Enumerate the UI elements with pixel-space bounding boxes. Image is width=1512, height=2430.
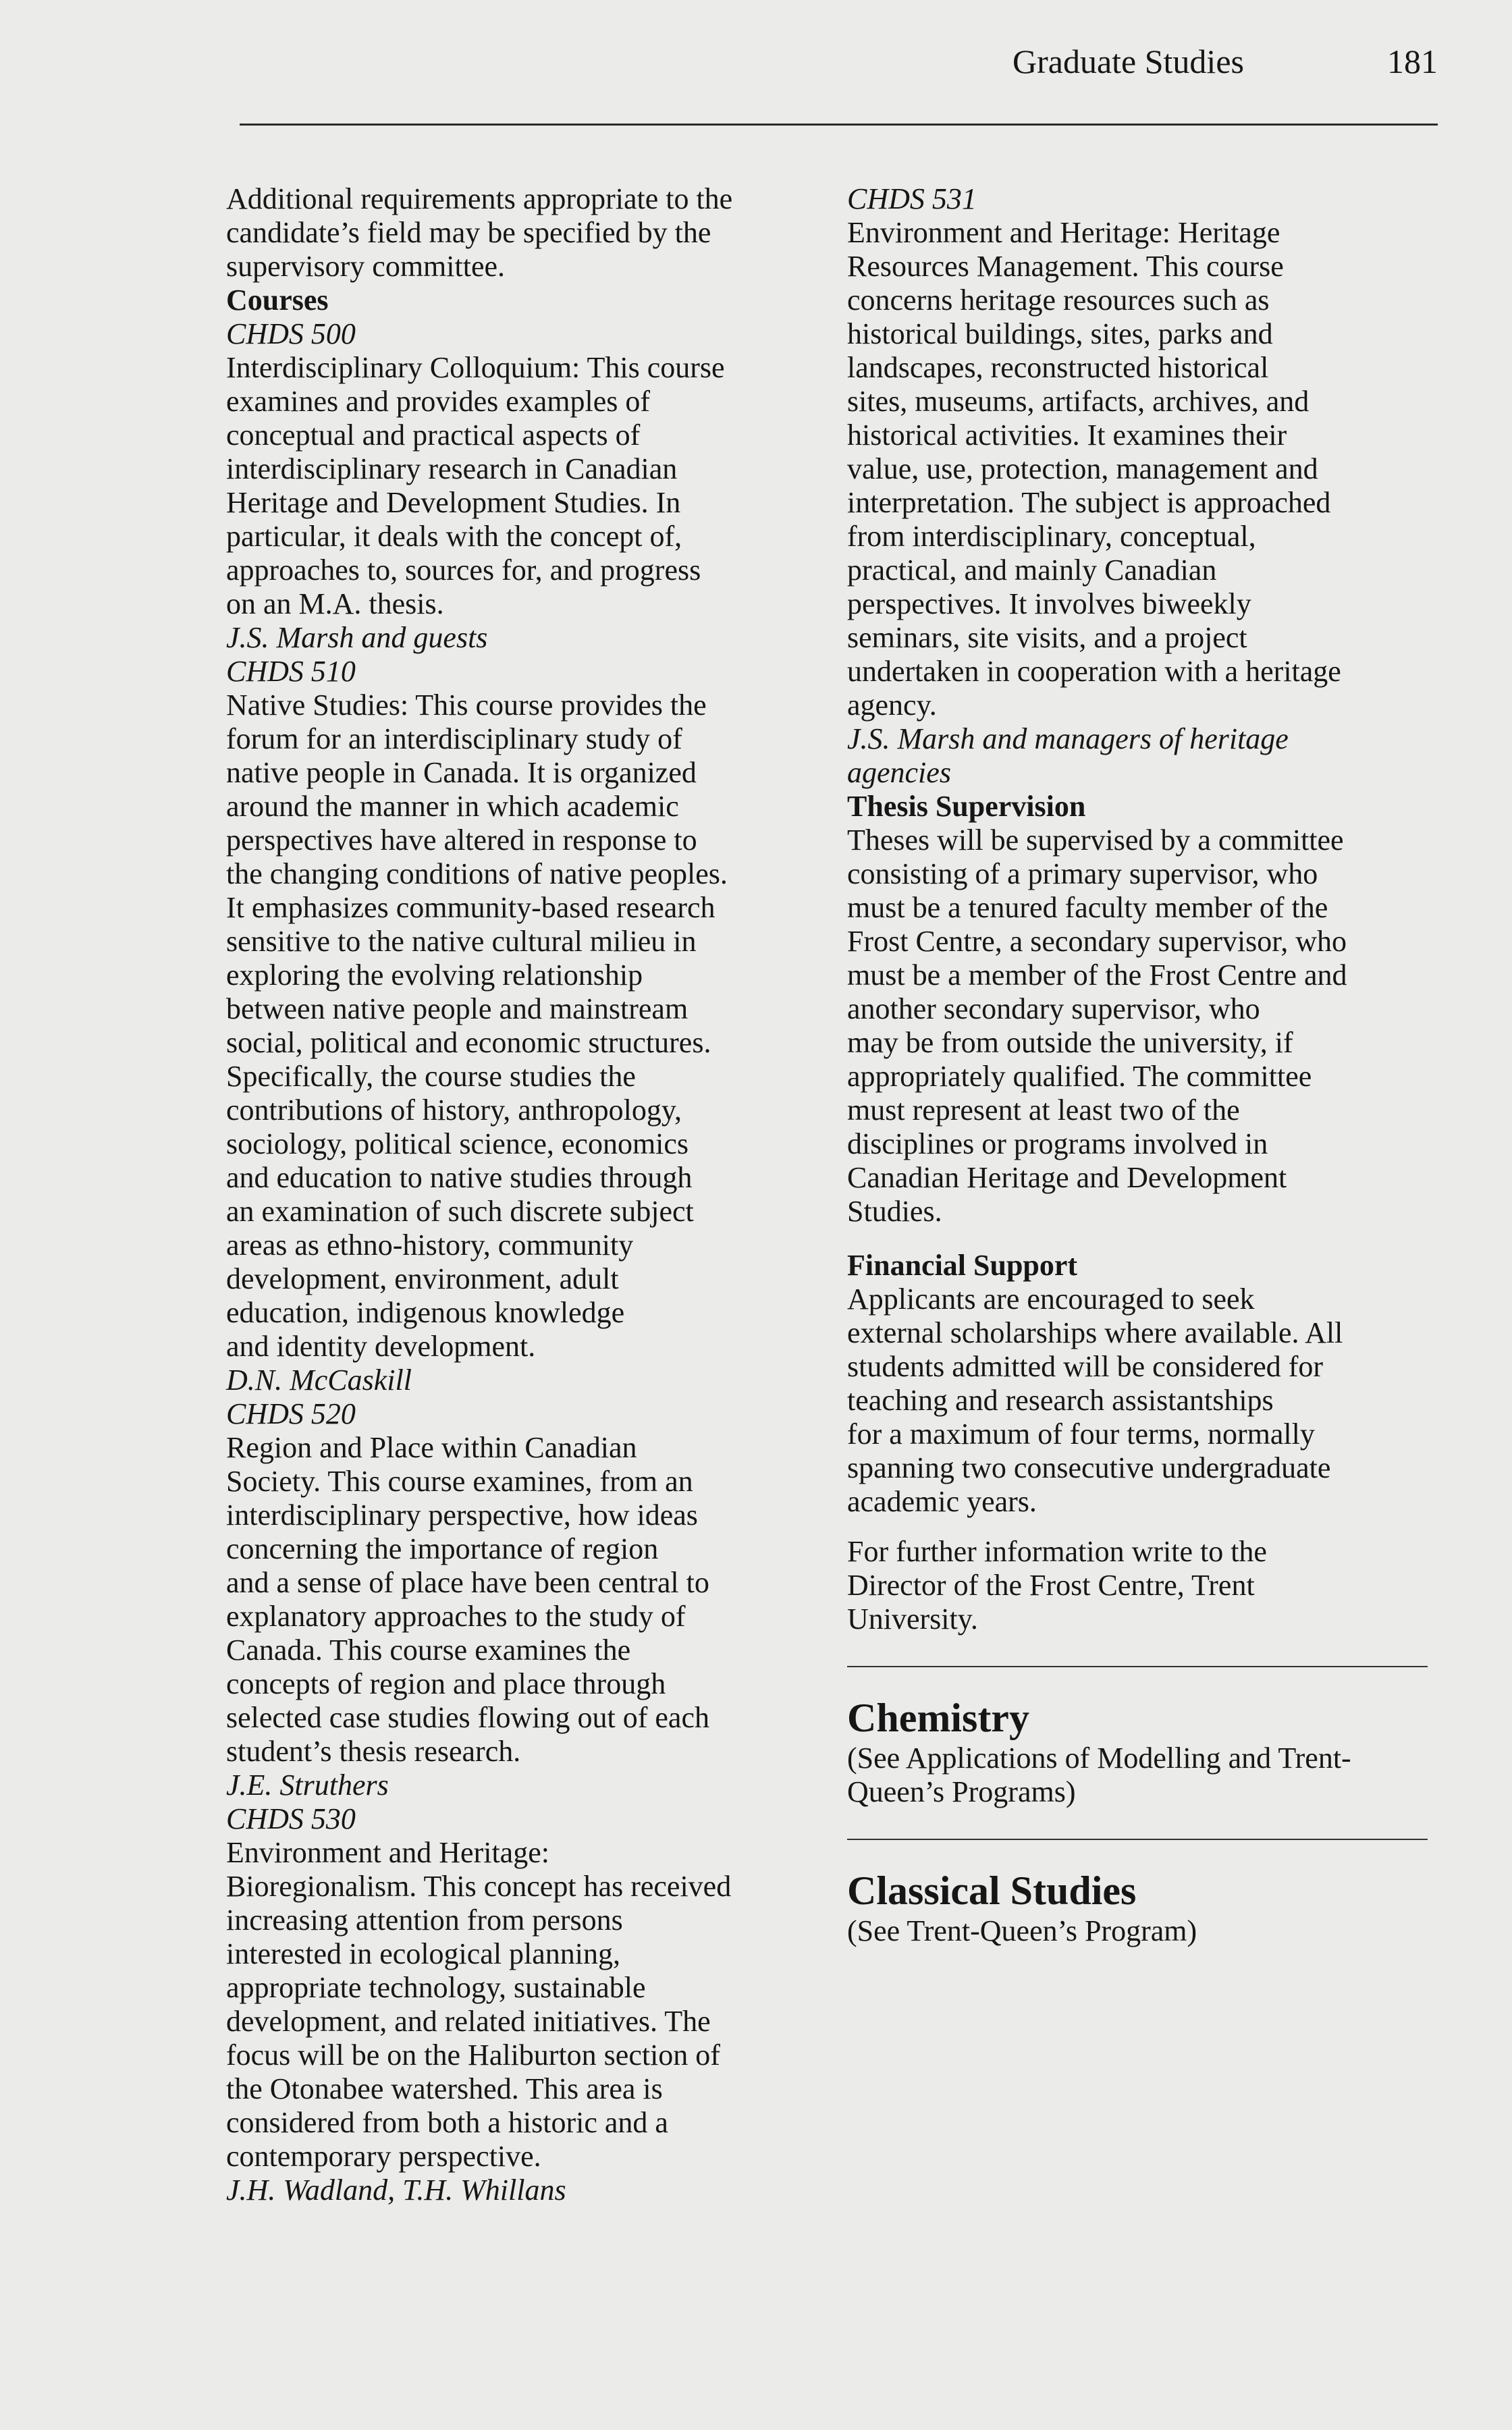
classical-studies-title: Classical Studies	[847, 1868, 1137, 1913]
course-code: CHDS 531	[847, 182, 977, 215]
financial-support-heading: Financial Support	[847, 1249, 1078, 1282]
course-code: CHDS 510	[226, 655, 356, 688]
left-column	[226, 182, 834, 2207]
right-column	[847, 182, 1441, 1948]
course-code: CHDS 520	[226, 1397, 356, 1430]
course-instructor: J.H. Wadland, T.H. Whillans	[226, 2174, 566, 2207]
course-description: Interdisciplinary Colloquium: This course examines and provides examples of conceptual and practical aspects of interdisciplinary research in Canadian Heritage and Development Studies. In particular, it deals with the concept of, approaches to, sources for, and progress on an M.A. thesis.	[226, 351, 725, 620]
course-chds-520	[226, 1397, 834, 1802]
chemistry-see-note: (See Applications of Modelling and Trent- Queen’s Programs)	[847, 1742, 1351, 1808]
courses-heading: Courses	[226, 284, 329, 317]
header-rule	[240, 124, 1438, 126]
course-chds-510	[226, 655, 834, 1397]
page-number: 181	[1387, 43, 1438, 80]
classical-studies-section	[847, 1867, 1441, 1948]
financial-support-section	[847, 1249, 1441, 1636]
thesis-supervision-heading: Thesis Supervision	[847, 790, 1086, 823]
course-description: Environment and Heritage: Heritage Resources Management. This course concerns heritage resources such as historical buildings, sites, parks and landscapes, reconstructed historical sites, museums, artifacts, archives, and historical activities. It examines their value, use, protection, management and interpretation. The subject is approached from interdisciplinary, conceptual, practical, and mainly Canadian perspectives. It involves biweekly seminars, site visits, and a project undertaken in cooperation with a heritage agency.	[847, 216, 1341, 722]
section-divider	[847, 1666, 1428, 1667]
course-code: CHDS 500	[226, 317, 356, 350]
course-description: Environment and Heritage: Bioregionalism. This concept has received increasing attention from persons interested in ecological planning, appropriate technology, sustainable development, and related initiatives. The focus will be on the Haliburton section of the Otonabee watershed. This area is considered from both a historic and a contemporary perspective.	[226, 1836, 732, 2173]
course-instructor: J.S. Marsh and guests	[226, 621, 488, 654]
course-chds-500	[226, 317, 834, 655]
header-section-title: Graduate Studies	[1013, 43, 1244, 80]
running-header	[945, 42, 1438, 82]
thesis-supervision-text: Theses will be supervised by a committee consisting of a primary supervisor, who must be a tenured faculty member of the Frost Centre, a secondary supervisor, who must be a member of the Frost Centre and another secondary supervisor, who may be from outside the university, if appropriately qualified. The committee must represent at least two of the disciplines or programs involved in Canadian Heritage and Development Studies.	[847, 824, 1347, 1228]
course-instructor: D.N. McCaskill	[226, 1364, 412, 1397]
chemistry-section	[847, 1694, 1441, 1809]
classical-studies-see-note: (See Trent-Queen’s Program)	[847, 1914, 1197, 1947]
course-code: CHDS 530	[226, 1802, 356, 1835]
chemistry-title: Chemistry	[847, 1696, 1029, 1740]
course-chds-531	[847, 182, 1441, 790]
section-divider	[847, 1839, 1428, 1840]
course-instructor: J.E. Struthers	[226, 1769, 389, 1802]
intro-paragraph: Additional requirements appropriate to the candidate’s field may be specified by the supervisory committee.	[226, 182, 733, 283]
thesis-supervision-section	[847, 790, 1441, 1228]
course-chds-530	[226, 1802, 834, 2207]
course-instructor: J.S. Marsh and managers of heritage agencies	[847, 722, 1289, 789]
course-description: Region and Place within Canadian Society. This course examines, from an interdisciplinary perspective, how ideas concerning the importance of region and a sense of place have been central to explanatory approaches to the study of Canada. This course examines the concepts of region and place through selected case studies flowing out of each student’s thesis research.	[226, 1431, 709, 1768]
financial-support-text: Applicants are encouraged to seek external scholarships where available. All students admitted will be considered for teaching and research assistantships for a maximum of four terms, normally spanning two consecutive undergraduate academic years.	[847, 1282, 1343, 1518]
further-information-text: For further information write to the Director of the Frost Centre, Trent University.	[847, 1535, 1267, 1636]
course-description: Native Studies: This course provides the forum for an interdisciplinary study of native people in Canada. It is organized around the manner in which academic perspectives have altered in response to the changing conditions of native peoples. It emphasizes community-based research sensitive to the native cultural milieu in exploring the evolving relationship between native people and mainstream social, political and economic structures. Specifically, the course studies the contributions of history, anthropology, sociology, political science, economics and education to native studies through an examination of such discrete subject areas as ethno-history, community development, environment, adult education, indigenous knowledge and identity development.	[226, 688, 728, 1363]
